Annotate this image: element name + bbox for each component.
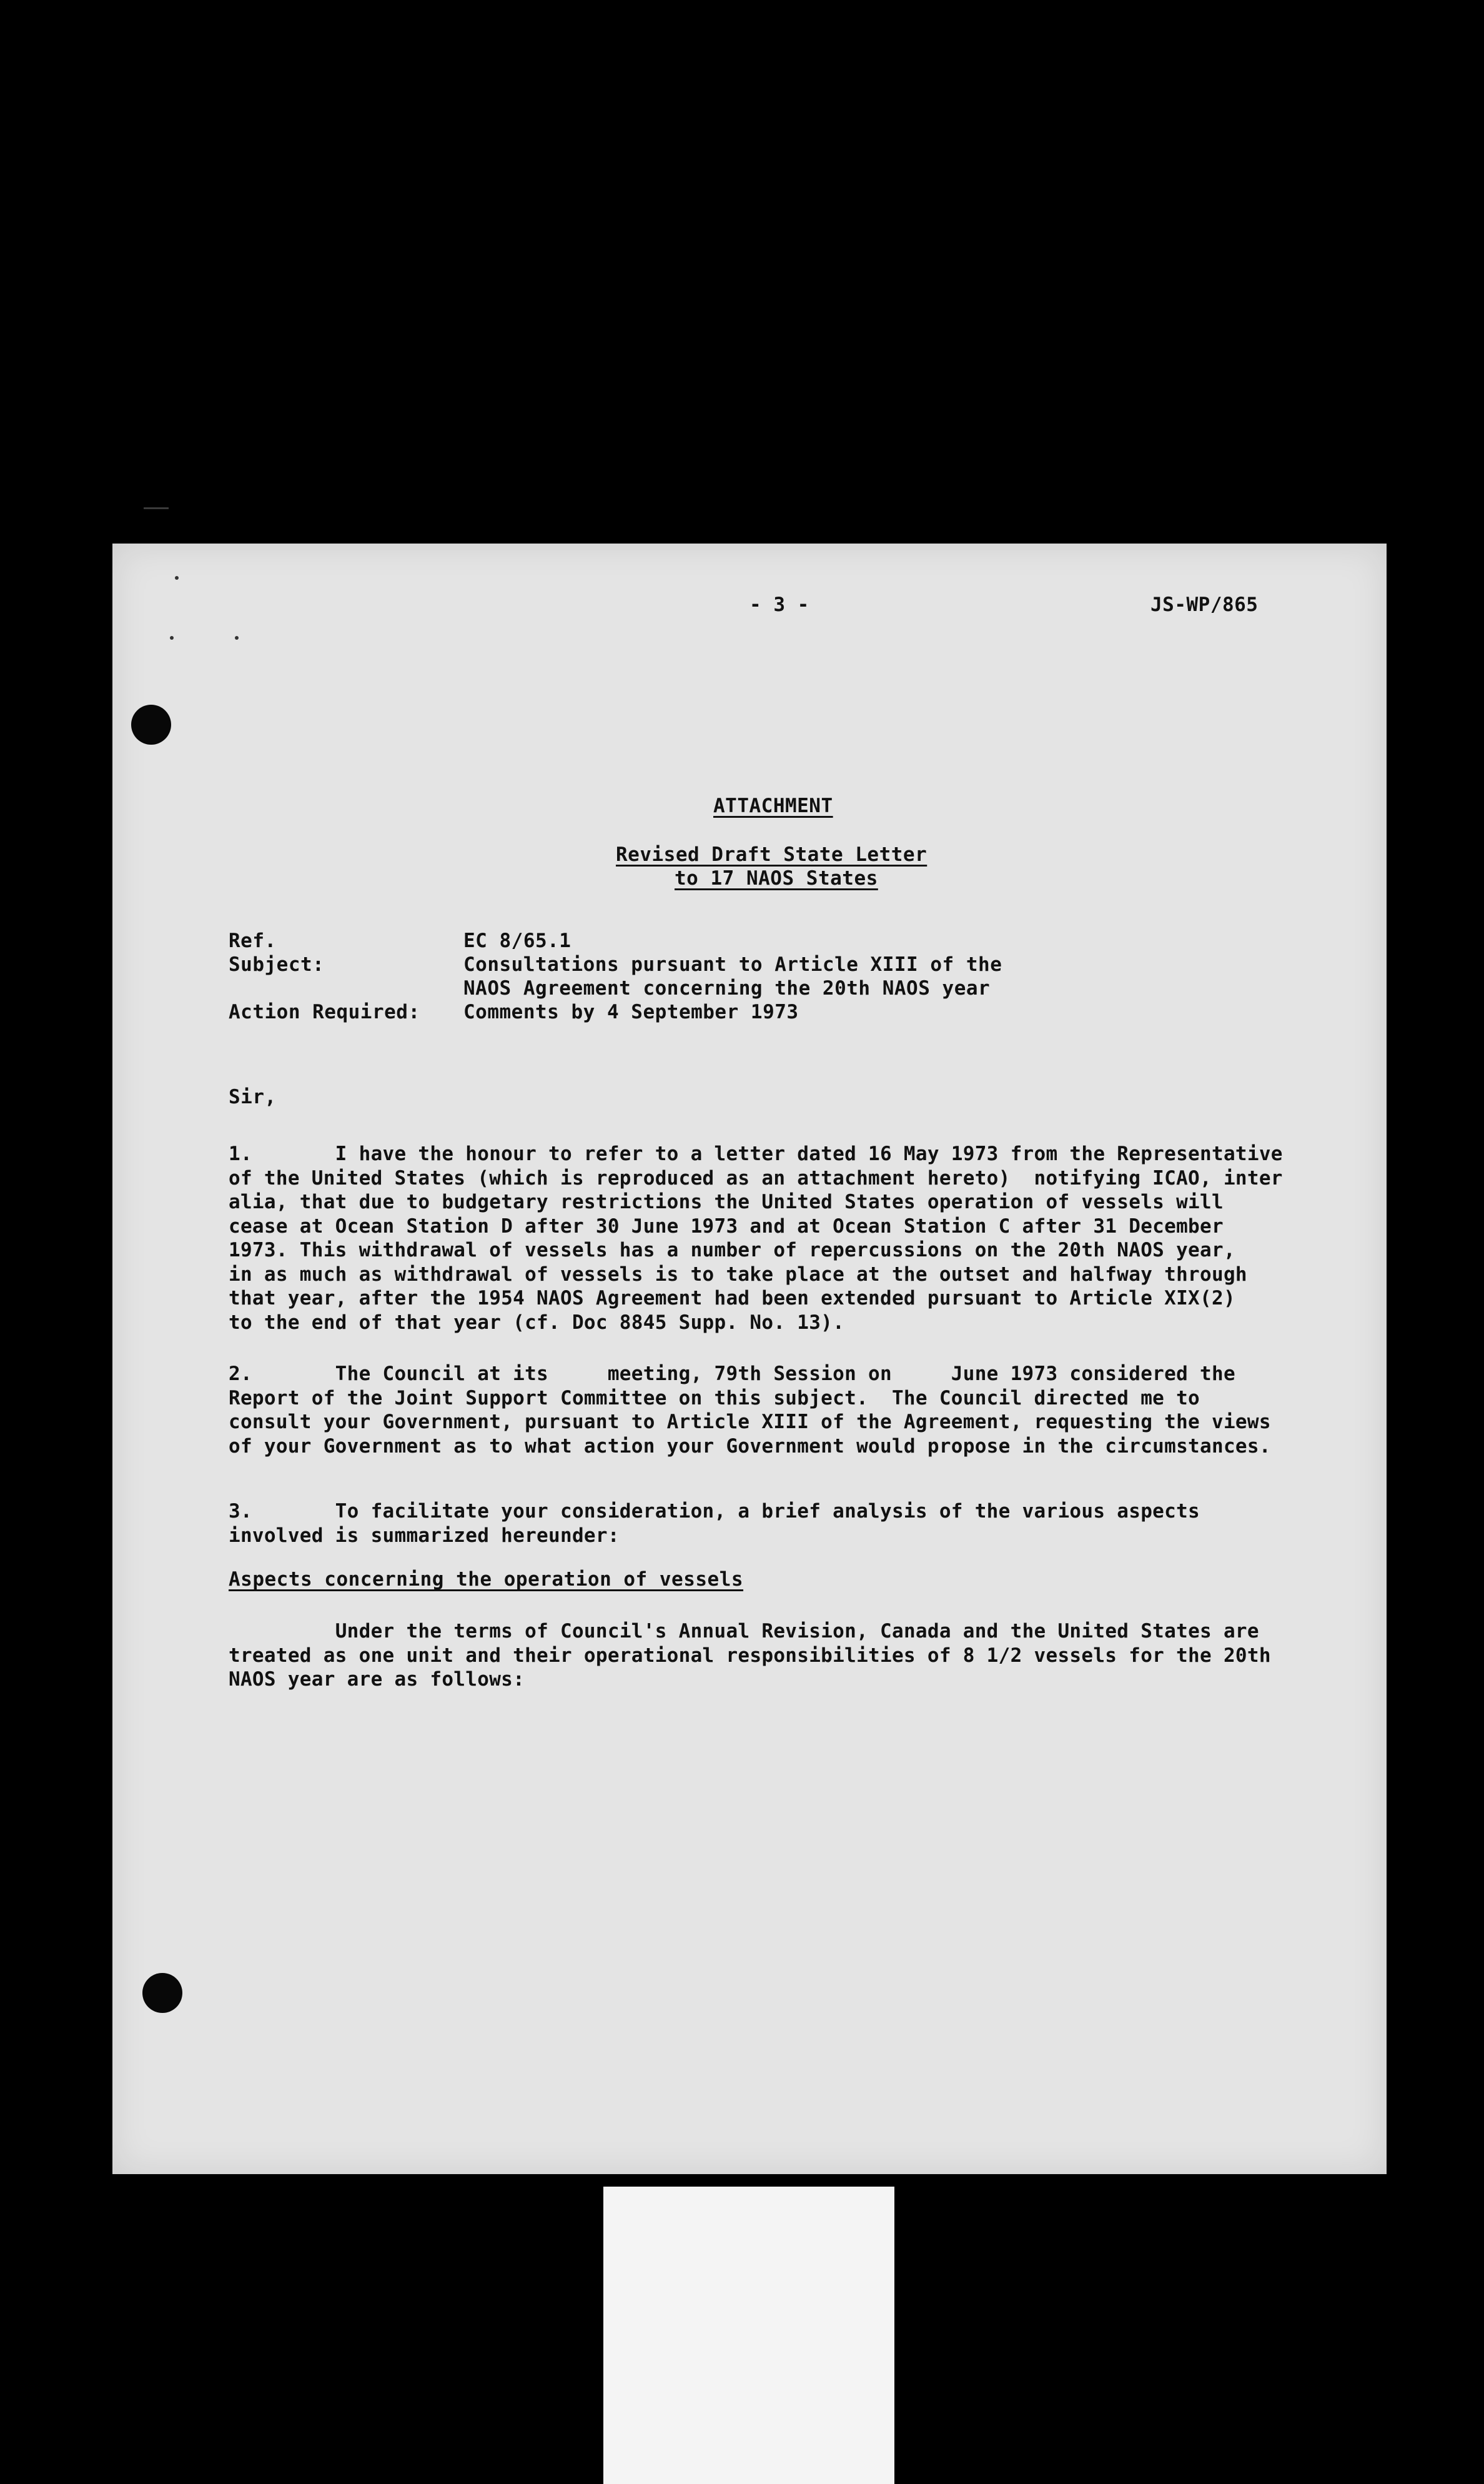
paragraph-3: 3. To facilitate your consideration, a brief analysis of the various aspects involved is summarized hereunder: [229, 1500, 1200, 1547]
punch-hole-top [131, 705, 171, 745]
subtitle-line-1: Revised Draft State Letter [616, 843, 928, 866]
subject-value-line-2: NAOS Agreement concerning the 20th NAOS year [463, 977, 991, 1000]
action-required-label: Action Required: [229, 1001, 420, 1023]
subject-value-line-1: Consultations pursuant to Article XIII of the [463, 953, 1002, 976]
blank-paper-slip [603, 2187, 894, 2484]
document-page [112, 544, 1387, 2174]
ink-speck [175, 576, 179, 580]
subject-label: Subject: [229, 953, 325, 976]
punch-hole-bottom [142, 1973, 182, 2013]
page-number: - 3 - [749, 594, 809, 616]
action-required-value: Comments by 4 September 1973 [463, 1001, 799, 1023]
subtitle-line-2: to 17 NAOS States [675, 867, 878, 890]
aspects-section-heading: Aspects concerning the operation of vessels [229, 1568, 744, 1591]
salutation: Sir, [229, 1086, 277, 1108]
attachment-heading: ATTACHMENT [713, 795, 833, 817]
paragraph-2: 2. The Council at its meeting, 79th Session on June 1973 considered the Report of the Joint Support Committee on this subject. The Council directed me to consult your Government, pursuant to Article XIII of the Agreement, requesting the views of your Government as to what action your Government would propose in the circumstances. [229, 1363, 1271, 1458]
scan-edge-mark [144, 507, 169, 509]
paragraph-4: Under the terms of Council's Annual Revision, Canada and the United States are treated as one unit and their operational responsibilities of 8 1/2 vessels for the 20th NAOS year are as follows: [229, 1620, 1271, 1691]
ref-value: EC 8/65.1 [463, 930, 571, 952]
ink-speck [170, 636, 174, 640]
ref-label: Ref. [229, 930, 277, 952]
paragraph-1: 1. I have the honour to refer to a letter dated 16 May 1973 from the Representative of the United States (which is reproduced as an attachment hereto) notifying ICAO, inter alia, that due to budgetary restrictions the United States operation of vessels will cease at Ocean Station D after 30 June 1973 and at Ocean Station C after 31 December 1973. This withdrawal of vessels has a number of repercussions on the 20th NAOS year, in as much as withdrawal of vessels is to take place at the outset and halfway through that year, after the 1954 NAOS Agreement had been extended pursuant to Article XIX(2) to the end of that year (cf. Doc 8845 Supp. No. 13). [229, 1143, 1283, 1334]
ink-speck [235, 636, 239, 640]
document-reference: JS-WP/865 [1150, 594, 1259, 616]
